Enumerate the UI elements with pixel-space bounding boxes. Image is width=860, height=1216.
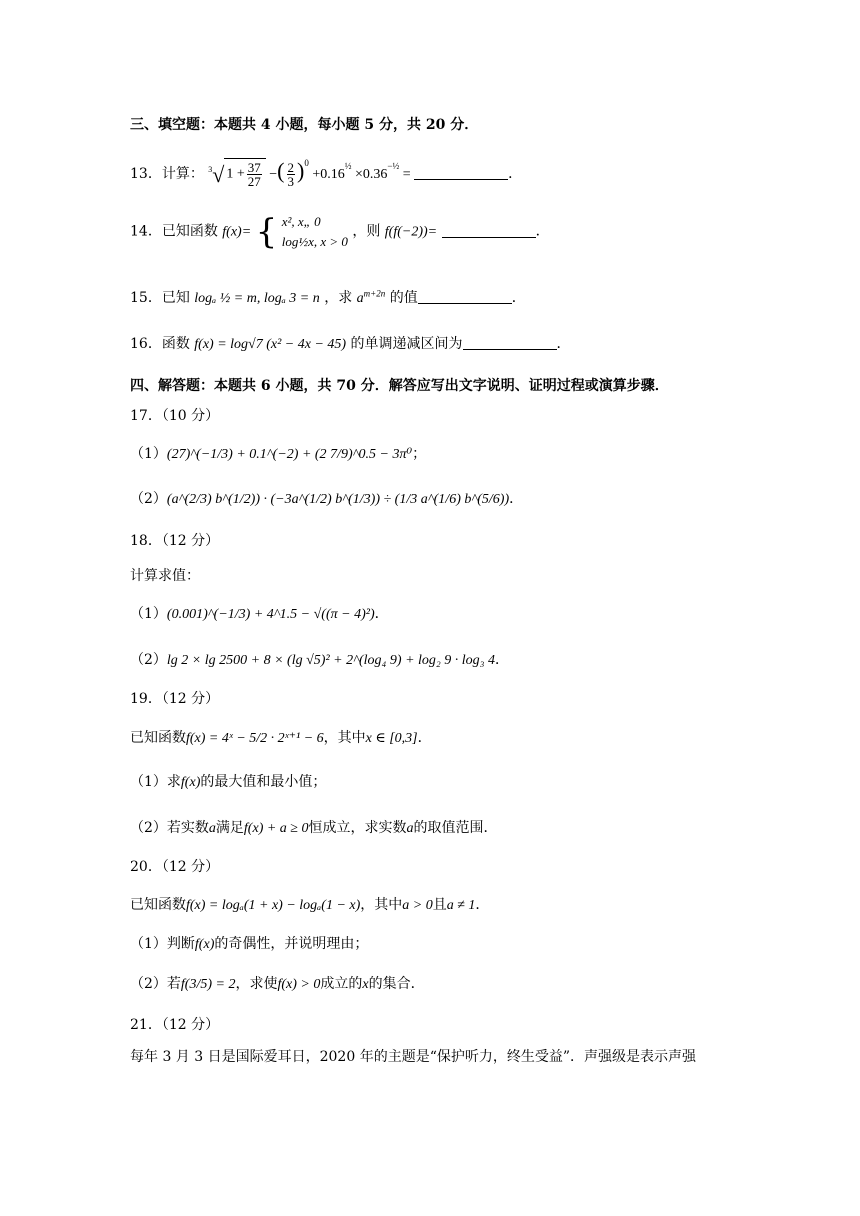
q14-brace: {	[255, 211, 278, 252]
q19-intro: 已知函数f(x) = 4ˣ − 5/2 · 2ˣ⁺¹ − 6，其中x ∈ [0,3]．	[130, 730, 432, 746]
q13-label: 13．计算：	[130, 166, 204, 182]
q14-label: 14．已知函数	[130, 223, 218, 240]
q14-answer-blank[interactable]	[442, 223, 536, 238]
question-14: 14．已知函数 f(x)= { x², x„ 0 log½x, x > 0 ，则 f(f(−2))= ．	[130, 211, 550, 252]
q17-label: 17．（10 分）	[130, 408, 220, 424]
q17-part-2: （2）(a^(2/3) b^(1/2)) · (−3a^(1/2) b^(1/3)) ÷ (1/3 a^(1/6) b^(5/6))．	[130, 491, 524, 507]
q15-expression: logₐ ½ = m, logₐ 3 = n	[194, 291, 320, 306]
q20-label: 20．（12 分）	[130, 859, 220, 875]
q19-part-2: （2）若实数a满足f(x) + a ≥ 0恒成立，求实数a的取值范围．	[130, 820, 498, 836]
q15-answer-blank[interactable]	[418, 289, 512, 304]
q20-part-2: （2）若f(3/5) = 2，求使f(x) > 0成立的x的集合．	[130, 976, 425, 992]
section-3-title: 三、填空题：本题共 4 小题，每小题 5 分，共 20 分．	[130, 117, 479, 133]
q18-part-1: （1）(0.001)^(−1/3) + 4^1.5 − √((π − 4)²)．	[130, 606, 389, 622]
section-4-title: 四、解答题：本题共 6 小题，共 70 分．解答应写出文字说明、证明过程或演算步骤．	[130, 378, 669, 394]
q13-expression: $^3$√ 1 + $\frac{37}{27}$ −( $\frac{2}{3}$ )$^0 +0.16^{\frac{1}{2}} \times 0.36^{-\frac{1}{2}}$ =	[208, 158, 411, 190]
q20-part-1: （1）判断f(x)的奇偶性，并说明理由；	[130, 936, 369, 952]
q16-expression: f(x) = log√7 (x² − 4x − 45)	[194, 337, 347, 352]
q19-part-1: （1）求f(x)的最大值和最小值；	[130, 774, 327, 790]
q14-function-name: f(x)=	[222, 224, 252, 240]
q21-label: 21．（12 分）	[130, 1017, 220, 1033]
q14-composite: f(f(−2))=	[384, 224, 438, 240]
q21-text: 每年 3 月 3 日是国际爱耳日，2020 年的主题是“保护听力，终生受益”．声强级是表示声强	[130, 1049, 697, 1065]
question-16: 16．函数 f(x) = log√7 (x² − 4x − 45) 的单调递减区间为 ．	[130, 336, 571, 352]
q18-label: 18．（12 分）	[130, 533, 220, 549]
q17-part-1: （1）(27)^(−1/3) + 0.1^(−2) + (2 7/9)^0.5 − 3π⁰；	[130, 446, 427, 462]
q20-intro: 已知函数f(x) = logₐ(1 + x) − logₐ(1 − x)，其中a > 0且a ≠ 1．	[130, 897, 490, 913]
q19-label: 19．（12 分）	[130, 691, 220, 707]
q14-piecewise: x², x„ 0 log½x, x > 0	[281, 214, 348, 249]
question-15: 15．已知 logₐ ½ = m, logₐ 3 = n ，求 $a^{m+2n}$ 的值 ．	[130, 288, 526, 306]
q18-intro: 计算求值：	[130, 568, 200, 584]
question-13: 13．计算： $^3$√ 1 + $\frac{37}{27}$ −( $\frac{2}{3}$ )$^0 +0.16^{\frac{1}{2}} \times 0.36^{-\frac{1}{2}}$ = ．	[130, 158, 523, 190]
q13-answer-blank[interactable]	[414, 165, 508, 180]
q18-part-2: （2）lg 2 × lg 2500 + 8 × (lg √5)² + 2^(log₄ 9) + log₂ 9 · log₃ 4．	[130, 652, 510, 668]
q16-answer-blank[interactable]	[463, 335, 557, 350]
q15-power: $a^{m+2n}$	[356, 288, 386, 306]
